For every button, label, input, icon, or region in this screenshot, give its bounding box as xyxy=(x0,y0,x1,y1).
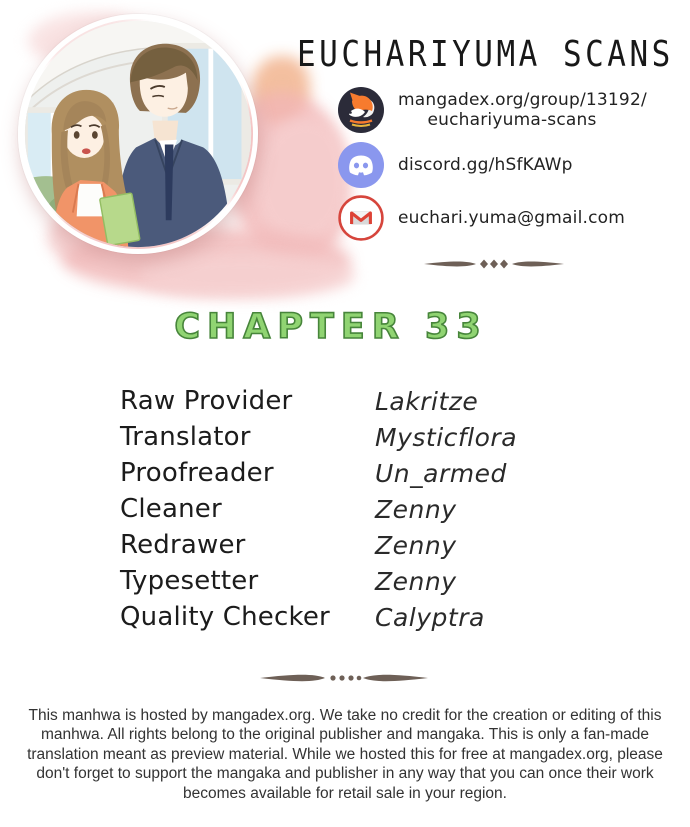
credit-name: Zenny xyxy=(375,494,457,524)
credit-row xyxy=(120,491,517,527)
group-title: EUCHARIYUMA SCANS xyxy=(297,34,674,76)
credit-name: Un_armed xyxy=(375,458,507,488)
credit-role: Typesetter xyxy=(120,566,259,596)
credit-role: Redrawer xyxy=(120,530,246,560)
group-portrait-image xyxy=(18,14,258,254)
credit-role: Proofreader xyxy=(120,458,274,488)
mangadex-icon xyxy=(338,87,384,133)
credit-row xyxy=(120,527,517,563)
credit-role: Cleaner xyxy=(120,494,222,524)
credit-row xyxy=(120,419,517,455)
discord-icon xyxy=(338,142,384,188)
gmail-icon xyxy=(338,195,384,241)
chapter-title: CHAPTER 33 xyxy=(174,307,488,347)
contact-row-mangadex xyxy=(338,87,647,133)
credit-role: Quality Checker xyxy=(120,602,330,632)
credit-row xyxy=(120,563,517,599)
mangadex-link-line2: euchariyuma-scans xyxy=(427,110,597,130)
ornamental-divider xyxy=(12,669,676,687)
credit-role: Raw Provider xyxy=(120,386,293,416)
credit-name: Calyptra xyxy=(375,602,485,632)
credit-row xyxy=(120,455,517,491)
mangadex-link-line1: mangadex.org/group/13192/ xyxy=(398,90,647,110)
disclaimer-text: This manhwa is hosted by mangadex.org. We take no credit for the creation or editing of this manhwa. All rights belong to the original publisher and mangaka. This is only a fan-made translation meant as preview material. While we hosted this for free at mangadex.org, please don't forget to support the mangaka and publisher in any way that you can once their work becomes available for retail sale in your region. xyxy=(27,707,663,802)
credit-row xyxy=(120,599,517,635)
credit-name: Mysticflora xyxy=(375,422,518,452)
credit-role: Translator xyxy=(120,422,251,452)
credits-list xyxy=(120,383,517,635)
discord-link: discord.gg/hSfKAWp xyxy=(398,155,573,175)
credit-name: Zenny xyxy=(375,566,457,596)
contact-row-email xyxy=(338,195,625,241)
credit-row xyxy=(120,383,517,419)
email-address: euchari.yuma@gmail.com xyxy=(398,208,626,228)
credit-name: Lakritze xyxy=(375,386,479,416)
watercolor-blob xyxy=(254,118,349,243)
contact-row-discord xyxy=(338,142,573,188)
ornamental-divider xyxy=(322,256,688,272)
credit-name: Zenny xyxy=(375,530,457,560)
